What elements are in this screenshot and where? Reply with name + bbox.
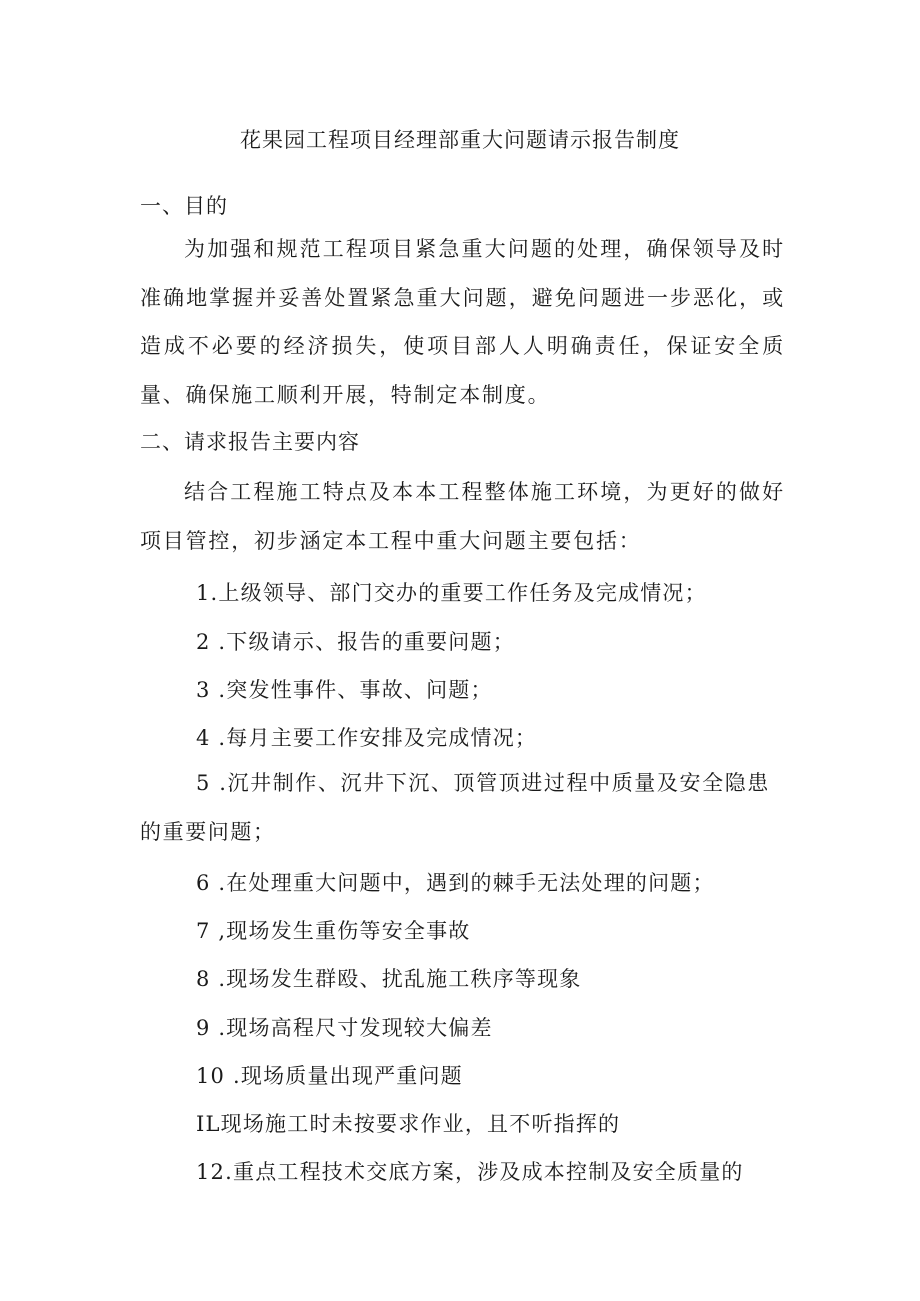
list-item: 7 ,现场发生重伤等安全事故 [196, 919, 471, 943]
list-item: 2 .下级请示、报告的重要问题； [196, 630, 515, 654]
section-heading-report-content: 二、请求报告主要内容 [140, 430, 360, 454]
list-item: IL现场施工时未按要求作业，且不听指挥的 [196, 1112, 621, 1136]
list-item: 3 .突发性事件、事故、问题； [196, 678, 493, 702]
report-content-intro-paragraph: 结合工程施工特点及本本工程整体施工环境，为更好的做好项目管控，初步涵定本工程中重大问题主要包括： [140, 480, 785, 553]
list-item: 6 .在处理重大问题中，遇到的棘手无法处理的问题； [196, 871, 715, 895]
list-item: 12.重点工程技术交底方案，涉及成本控制及安全质量的 [196, 1160, 744, 1184]
list-item: 10 .现场质量出现严重问题 [196, 1064, 463, 1088]
purpose-paragraph: 为加强和规范工程项目紧急重大问题的处理，确保领导及时准确地掌握并妥善处置紧急重大问题，避免问题进一步恶化，或造成不必要的经济损失，使项目部人人明确责任，保证安全质量、确保施工顺利开展，特制定本制度。 [140, 237, 785, 407]
list-item: 5 .沉井制作、沉井下沉、顶管顶进过程中质量及安全隐患的重要问题； [140, 771, 770, 844]
document-title: 花果园工程项目经理部重大问题请示报告制度 [240, 128, 680, 152]
section-heading-purpose: 一、目的 [140, 194, 228, 218]
list-item: 9 .现场高程尺寸发现较大偏差 [196, 1016, 493, 1040]
list-item: 1.上级领导、部门交办的重要工作任务及完成情况； [196, 581, 707, 605]
list-item: 4 .每月主要工作安排及完成情况； [196, 726, 538, 750]
list-item: 8 .现场发生群殴、扰乱施工秩序等现象 [196, 967, 582, 991]
